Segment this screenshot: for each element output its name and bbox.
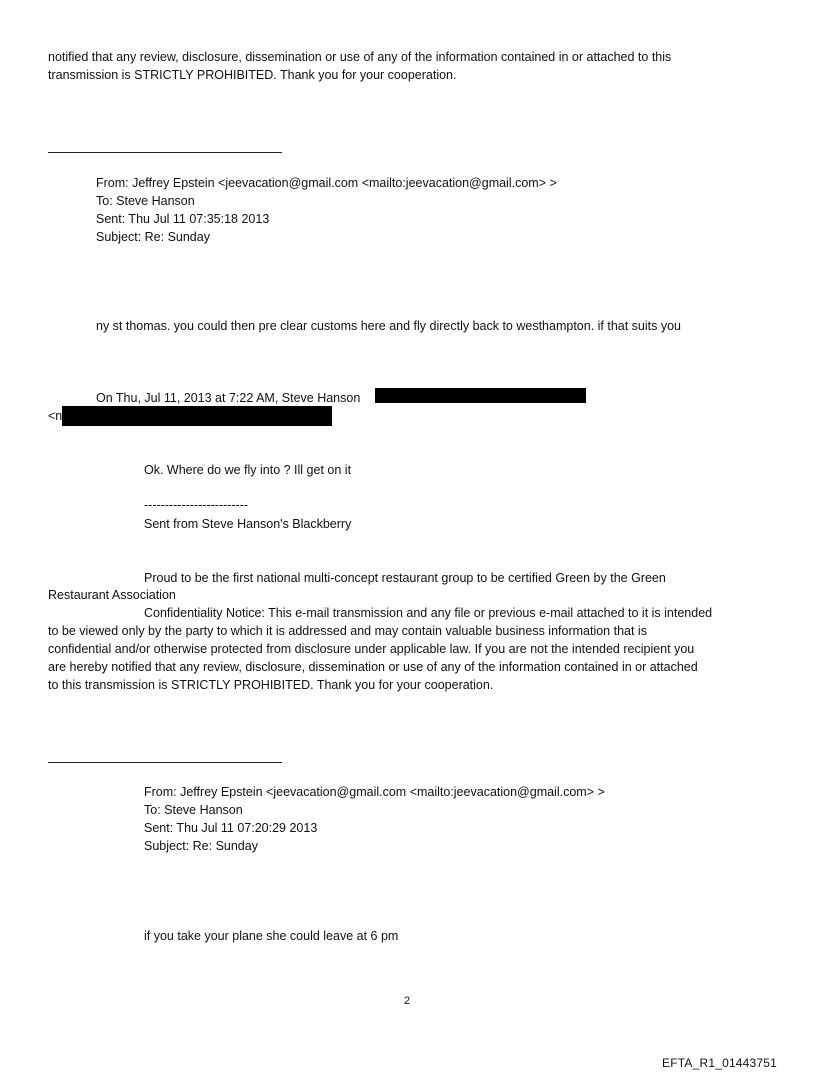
email-to: To: Steve Hanson <box>96 194 195 208</box>
confidentiality-notice-line-5: to this transmission is STRICTLY PROHIBITED. Thank you for your cooperation. <box>48 678 494 692</box>
separator-rule <box>48 152 282 153</box>
notice-continued-line-2: transmission is STRICTLY PROHIBITED. Thank you for your cooperation. <box>48 68 457 82</box>
confidentiality-notice-line-3: confidential and/or otherwise protected from disclosure under applicable law. If you are not the intended recipient you <box>48 642 695 656</box>
page-number: 2 <box>404 995 411 1007</box>
email-sent: Sent: Thu Jul 11 07:20:29 2013 <box>144 821 318 835</box>
email-body: ny st thomas. you could then pre clear customs here and fly directly back to westhampton. if that suits you <box>96 319 682 333</box>
confidentiality-notice-line-4: are hereby notified that any review, disclosure, dissemination or use of any of the information contained in or attached <box>48 660 698 674</box>
email-sent: Sent: Thu Jul 11 07:35:18 2013 <box>96 212 270 226</box>
notice-continued-line-1: notified that any review, disclosure, dissemination or use of any of the information contained in or attached to this <box>48 50 672 64</box>
email-from: From: Jeffrey Epstein <jeevacation@gmail.com <mailto:jeevacation@gmail.com> > <box>96 176 557 190</box>
confidentiality-notice-line-2: to be viewed only by the party to which it is addressed and may contain valuable business information that is <box>48 624 647 638</box>
separator-rule <box>48 762 282 763</box>
signature-divider: ------------------------- <box>144 498 249 512</box>
email-subject: Subject: Re: Sunday <box>96 230 210 244</box>
confidentiality-notice-line-1: Confidentiality Notice: This e-mail transmission and any file or previous e-mail attached to it is intended <box>144 606 713 620</box>
quote-header-continued: <n <box>48 409 63 423</box>
quote-header: On Thu, Jul 11, 2013 at 7:22 AM, Steve Hanson <box>96 391 361 405</box>
green-certification-line-1: Proud to be the first national multi-concept restaurant group to be certified Green by the Green <box>144 571 666 585</box>
email-body: if you take your plane she could leave at 6 pm <box>144 929 399 943</box>
email-to: To: Steve Hanson <box>144 803 243 817</box>
redaction-box <box>62 406 332 426</box>
email-subject: Subject: Re: Sunday <box>144 839 258 853</box>
green-certification-line-2: Restaurant Association <box>48 588 176 602</box>
redaction-box <box>375 388 586 403</box>
bates-number: EFTA_R1_01443751 <box>662 1056 778 1070</box>
quoted-message-body: Ok. Where do we fly into ? Ill get on it <box>144 463 352 477</box>
signature-line: Sent from Steve Hanson's Blackberry <box>144 517 352 531</box>
email-from: From: Jeffrey Epstein <jeevacation@gmail.com <mailto:jeevacation@gmail.com> > <box>144 785 605 799</box>
